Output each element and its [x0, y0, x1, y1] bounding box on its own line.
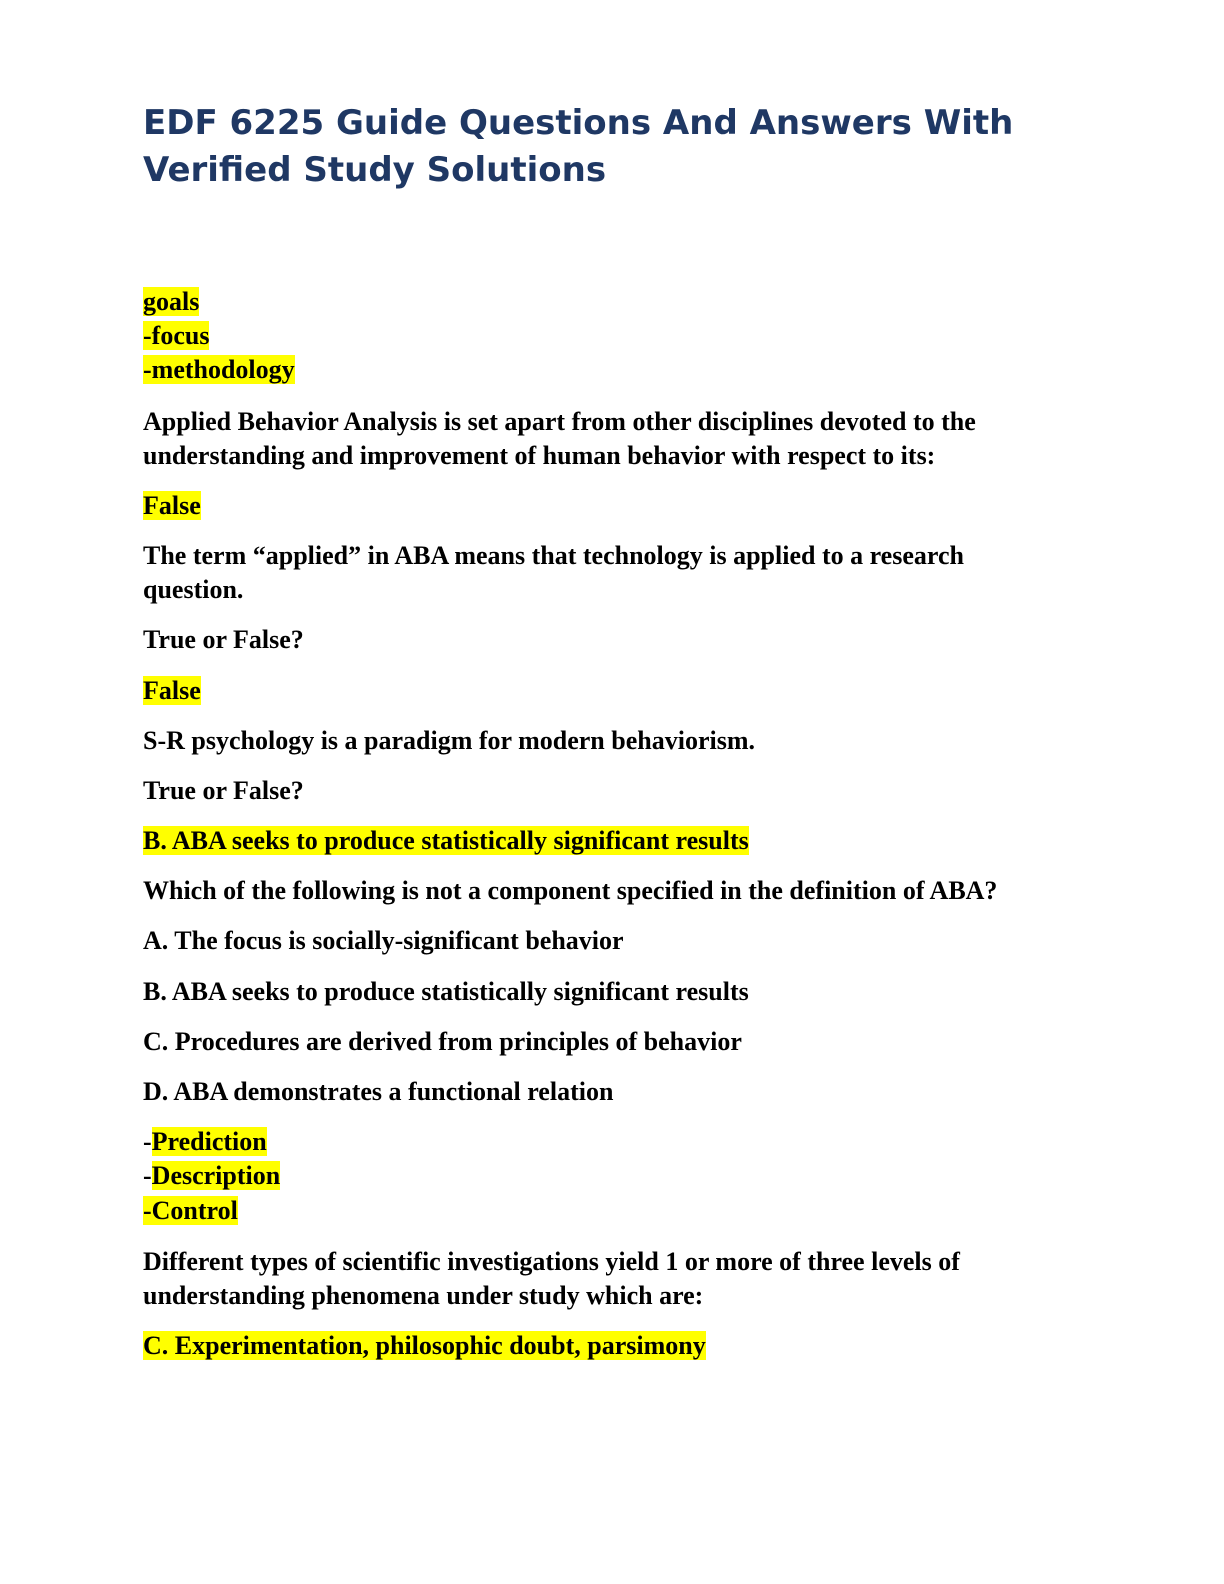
- answer-description: [143, 1159, 280, 1193]
- answer-focus: [143, 319, 209, 353]
- option-d: D. ABA demonstrates a functional relation: [143, 1077, 614, 1106]
- answer-option-b: [143, 824, 749, 858]
- question-text: Which of the following is not a component specified in the definition of ABA?: [143, 876, 998, 905]
- answer-highlight: goals: [143, 287, 200, 316]
- option-c: C. Procedures are derived from principles of behavior: [143, 1027, 742, 1056]
- answer-highlight: C. Experimentation, philosophic doubt, parsimony: [143, 1331, 706, 1360]
- answer-false: [143, 489, 201, 523]
- answer-option-c: [143, 1329, 706, 1363]
- answer-highlight: -Control: [143, 1196, 238, 1225]
- question-prompt: True or False?: [143, 776, 304, 805]
- question-prompt: True or False?: [143, 625, 304, 654]
- answer-highlight: False: [143, 491, 201, 520]
- question-text: S-R psychology is a paradigm for modern behaviorism.: [143, 726, 755, 755]
- answer-highlight: Prediction: [151, 1127, 267, 1156]
- answer-highlight: -methodology: [143, 355, 295, 384]
- option-a: A. The focus is socially-significant behavior: [143, 926, 624, 955]
- dash: -: [143, 1161, 152, 1190]
- question-text: Applied Behavior Analysis is set apart from other disciplines devoted to the: [143, 407, 976, 436]
- question-text: understanding and improvement of human behavior with respect to its:: [143, 441, 936, 470]
- answer-highlight: False: [143, 676, 201, 705]
- question-text: question.: [143, 575, 244, 604]
- answer-goals: [143, 285, 199, 319]
- answer-false: [143, 674, 201, 708]
- option-b: B. ABA seeks to produce statistically significant results: [143, 977, 749, 1006]
- document-title: EDF 6225 Guide Questions And Answers With Verified Study Solutions: [143, 103, 1014, 190]
- answer-control: [143, 1194, 238, 1228]
- answer-highlight: -focus: [143, 321, 210, 350]
- question-text: Different types of scientific investigations yield 1 or more of three levels of: [143, 1247, 960, 1276]
- question-text: understanding phenomena under study which are:: [143, 1281, 704, 1310]
- answer-methodology: [143, 353, 295, 387]
- question-text: The term “applied” in ABA means that technology is applied to a research: [143, 541, 964, 570]
- answer-highlight: Description: [151, 1161, 281, 1190]
- dash: -: [143, 1127, 152, 1156]
- answer-highlight: B. ABA seeks to produce statistically significant results: [143, 826, 749, 855]
- answer-prediction: [143, 1125, 267, 1159]
